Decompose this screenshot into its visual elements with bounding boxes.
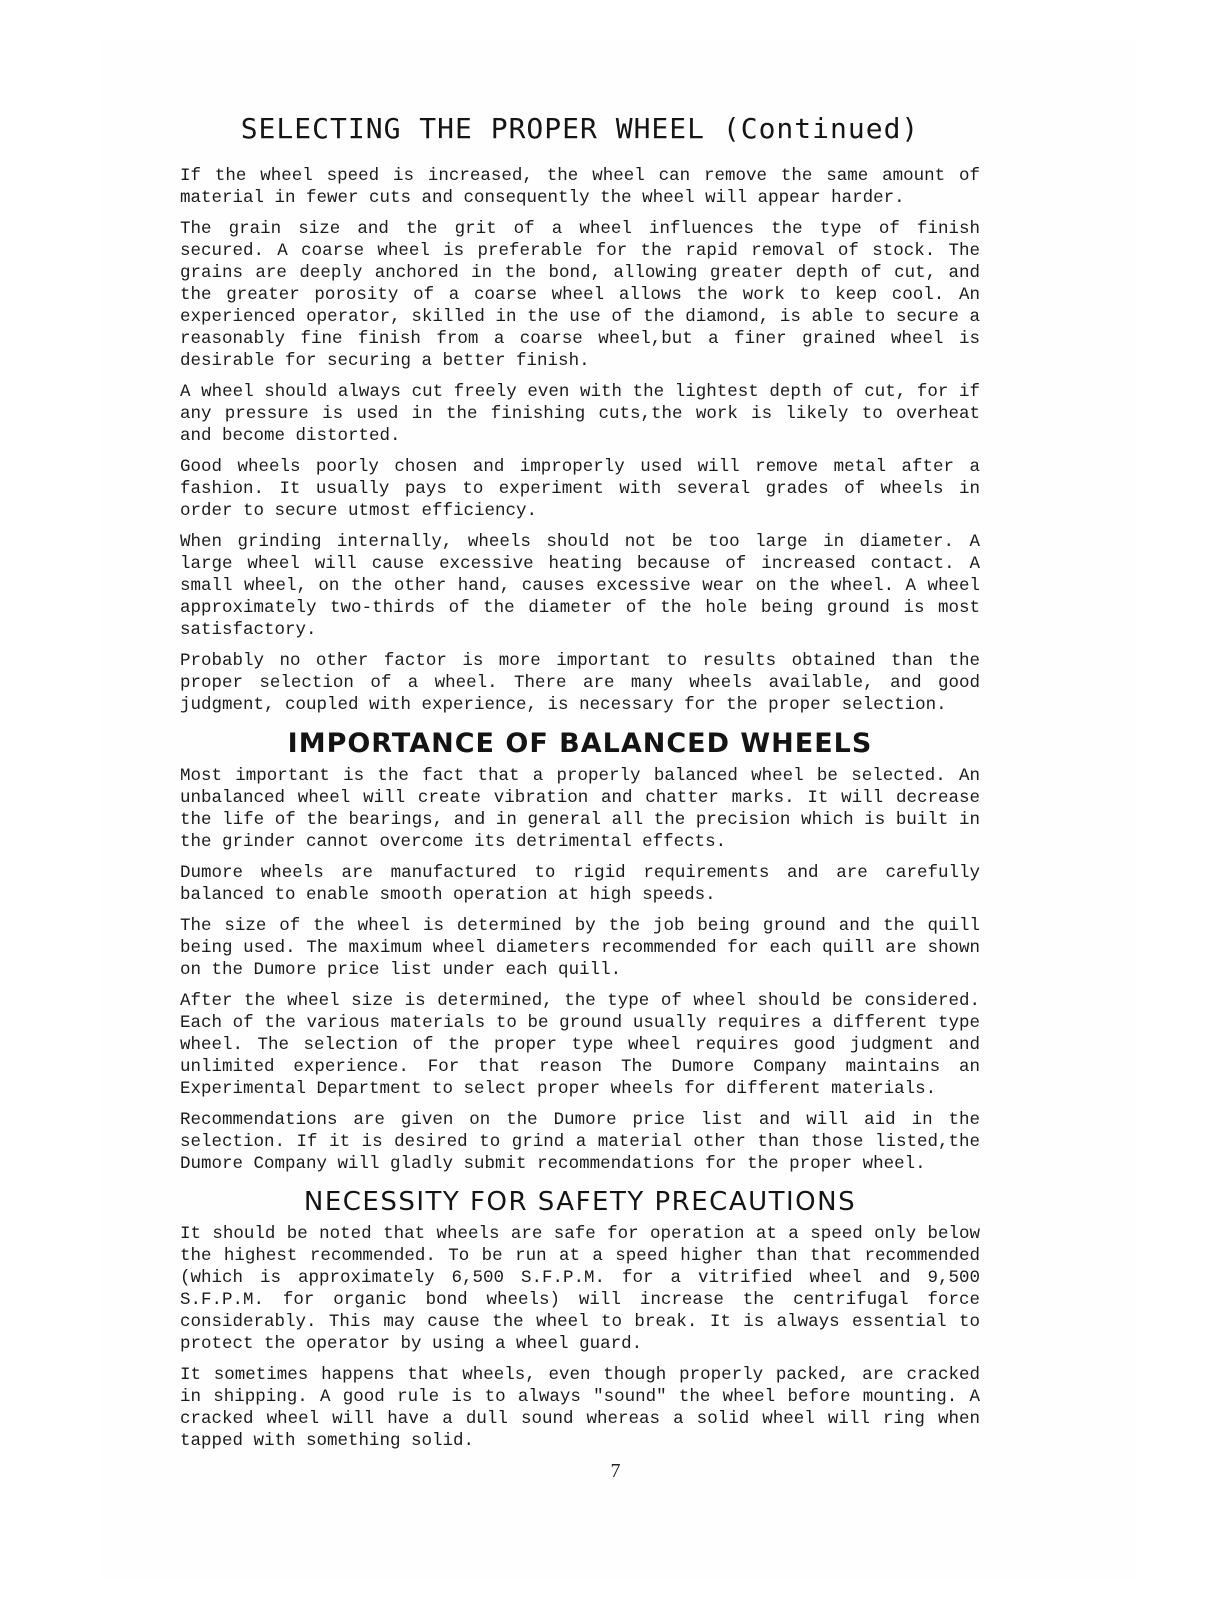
section-selecting-wheel	[180, 165, 980, 716]
document-body	[180, 112, 980, 1461]
paragraph-grinding-internally: When grinding internally, wheels should not be too large in diameter. A large wheel will cause excessive heating because of increased contact. A small wheel, on the other hand, causes excessive wear on the wheel. A wheel approximately two-thirds of the diameter of the hole being ground is most satisfactory.	[180, 532, 980, 640]
paragraph-good-wheels: Good wheels poorly chosen and improperly used will remove metal after a fashion. It usually pays to experiment with several grades of wheels in order to secure utmost efficiency.	[180, 457, 980, 521]
paragraph-grain-size: The grain size and the grit of a wheel influences the type of finish secured. A coarse wheel is preferable for the rapid removal of stock. The grains are deeply anchored in the bond, allowing greater depth of cut, and the greater porosity of a coarse wheel allows the work to keep cool. An experienced operator, skilled in the use of the diamond, is able to secure a reasonably fine finish from a coarse wheel,but a finer grained wheel is desirable for securing a better finish.	[180, 219, 980, 371]
paragraph-wheel-size: The size of the wheel is determined by the job being ground and the quill being used. The maximum wheel diameters recommended for each quill are shown on the Dumore price list under each quill.	[180, 916, 980, 980]
page-number: 7	[610, 1460, 621, 1482]
section-safety	[180, 1223, 980, 1452]
paragraph-recommendations: Recommendations are given on the Dumore price list and will aid in the selection. If it is desired to grind a material other than those listed,the Dumore Company will gladly submit recommendations for the proper wheel.	[180, 1110, 980, 1174]
paragraph-cut-freely: A wheel should always cut freely even with the lightest depth of cut, for if any pressure is used in the finishing cuts,the work is likely to overheat and become distorted.	[180, 382, 980, 446]
section-heading-safety: NECESSITY FOR SAFETY PRECAUTIONS	[303, 1187, 857, 1217]
section-balanced-wheels	[180, 765, 980, 1175]
page-title: SELECTING THE PROPER WHEEL (Continued)	[240, 112, 920, 145]
paragraph-dumore-wheels: Dumore wheels are manufactured to rigid requirements and are carefully balanced to enable smooth operation at high speeds.	[180, 863, 980, 905]
paragraph-wheel-speed: If the wheel speed is increased, the wheel can remove the same amount of material in fewer cuts and consequently the wheel will appear harder.	[180, 166, 980, 208]
paragraph-sound-wheel: It sometimes happens that wheels, even though properly packed, are cracked in shipping. A good rule is to always "sound" the wheel before mounting. A cracked wheel will have a dull sound whereas a solid wheel will ring when tapped with something solid.	[180, 1365, 980, 1451]
paragraph-safe-speed: It should be noted that wheels are safe for operation at a speed only below the highest recommended. To be run at a speed higher than that recommended (which is approximately 6,500 S.F.P.M. for a vitrified wheel and 9,500 S.F.P.M. for organic bond wheels) will increase the centrifugal force considerably. This may cause the wheel to break. It is always essential to protect the operator by using a wheel guard.	[180, 1224, 980, 1354]
paragraph-proper-selection: Probably no other factor is more important to results obtained than the proper selection of a wheel. There are many wheels available, and good judgment, coupled with experience, is necessary for the proper selection.	[180, 651, 980, 715]
paragraph-wheel-type: After the wheel size is determined, the type of wheel should be considered. Each of the various materials to be ground usually requires a different type wheel. The selection of the proper type wheel requires good judgment and unlimited experience. For that reason The Dumore Company maintains an Experimental Department to select proper wheels for different materials.	[180, 991, 980, 1099]
paragraph-balanced-importance: Most important is the fact that a properly balanced wheel be selected. An unbalanced wheel will create vibration and chatter marks. It will decrease the life of the bearings, and in general all the precision which is built in the grinder cannot overcome its detrimental effects.	[180, 766, 980, 852]
section-heading-balanced-wheels: IMPORTANCE OF BALANCED WHEELS	[287, 728, 873, 759]
